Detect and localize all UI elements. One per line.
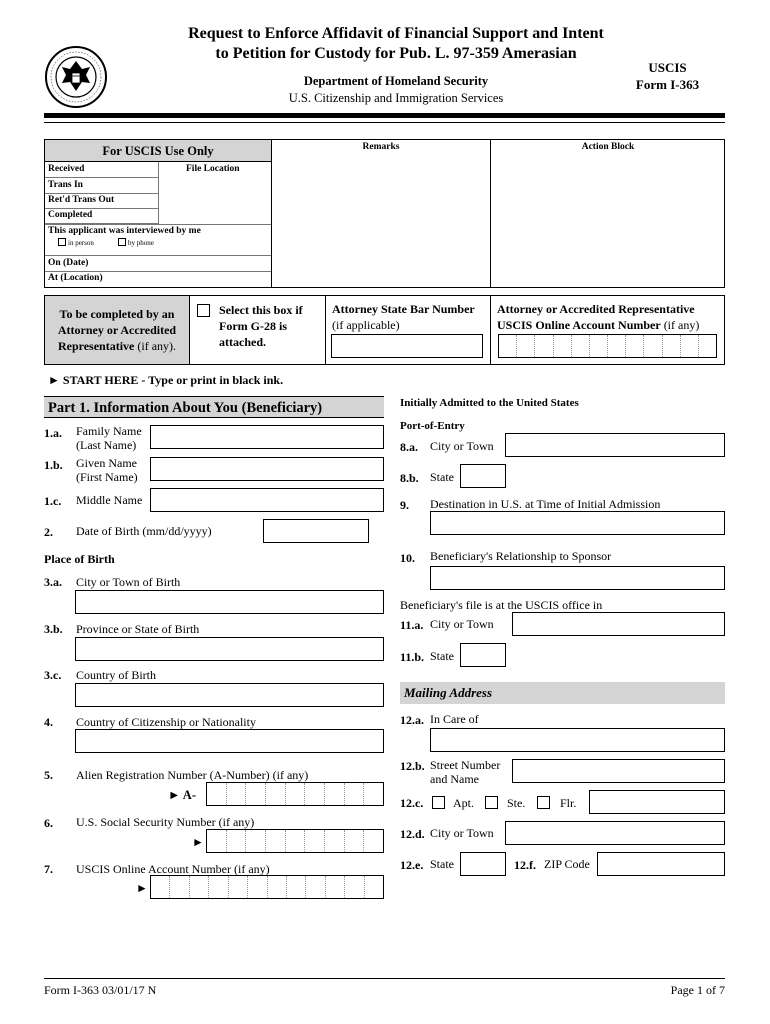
given-name-input[interactable]	[150, 457, 384, 481]
part1-heading: Part 1. Information About You (Beneficiary)	[44, 396, 384, 418]
q12b-number: 12.b.	[400, 759, 425, 773]
q8a-label: City or Town	[430, 439, 494, 453]
q11b-label: State	[430, 649, 454, 663]
q12f-label: ZIP Code	[544, 857, 590, 871]
online-account-input[interactable]	[150, 875, 384, 899]
q5-number: 5.	[44, 768, 53, 782]
bar-number-input[interactable]	[331, 334, 483, 358]
in-care-of-input[interactable]	[430, 728, 725, 752]
citizenship-input[interactable]	[75, 729, 384, 753]
header-rule-thin	[44, 122, 725, 123]
ste-label: Ste.	[507, 796, 526, 810]
q1c-label: Middle Name	[76, 493, 143, 507]
interviewed-label: This applicant was interviewed by me	[48, 226, 201, 236]
office-use-header: For USCIS Use Only	[45, 140, 271, 162]
port-state-input[interactable]	[460, 464, 506, 488]
office-divider-3	[158, 162, 159, 224]
port-city-input[interactable]	[505, 433, 725, 457]
attorney-div-1	[189, 295, 190, 365]
attorney-intro: To be completed by an Attorney or Accredited Representative (if any).	[45, 296, 189, 364]
q10-label: Beneficiary's Relationship to Sponsor	[430, 549, 612, 563]
city-of-birth-input[interactable]	[75, 590, 384, 614]
online-account-arrow-icon: ►	[136, 881, 148, 895]
q1a-label: Family Name (Last Name)	[76, 424, 142, 452]
office-row-received: Received	[45, 162, 158, 178]
file-location-label: File Location	[186, 164, 240, 174]
q6-number: 6.	[44, 816, 53, 830]
office-row-trans-in: Trans In	[45, 178, 158, 194]
q11b-number: 11.b.	[400, 650, 425, 664]
q12e-number: 12.e.	[400, 858, 424, 872]
relationship-input[interactable]	[430, 566, 725, 590]
ssn-input[interactable]	[206, 829, 384, 853]
mailing-city-input[interactable]	[505, 821, 725, 845]
attorney-div-3	[490, 295, 491, 365]
mailing-state-input[interactable]	[460, 852, 506, 876]
q1c-number: 1.c.	[44, 494, 62, 508]
remarks-label: Remarks	[362, 142, 400, 152]
q3b-label: Province or State of Birth	[76, 622, 200, 636]
q11a-label: City or Town	[430, 617, 494, 631]
attorney-account-input[interactable]	[498, 334, 717, 358]
q2-number: 2.	[44, 525, 53, 539]
place-of-birth-heading: Place of Birth	[44, 552, 115, 566]
q9-number: 9.	[400, 498, 409, 512]
office-state-input[interactable]	[460, 643, 506, 667]
on-date-label: On (Date)	[45, 256, 271, 272]
q4-number: 4.	[44, 715, 53, 729]
q10-number: 10.	[400, 551, 415, 565]
a-number-input[interactable]	[206, 782, 384, 806]
bar-number-label: Attorney State Bar Number (if applicable)	[332, 302, 475, 332]
q11a-number: 11.a.	[400, 618, 424, 632]
in-person-label: in person	[68, 239, 94, 247]
q12a-label: In Care of	[430, 712, 479, 726]
street-input[interactable]	[512, 759, 725, 783]
q7-label: USCIS Online Account Number (if any)	[76, 862, 270, 876]
office-divider-1	[271, 139, 272, 288]
ssn-arrow-icon: ►	[192, 835, 204, 849]
q12e-label: State	[430, 857, 454, 871]
header-rule	[44, 113, 725, 118]
destination-input[interactable]	[430, 511, 725, 535]
port-of-entry-heading: Port-of-Entry	[400, 420, 465, 432]
in-person-checkbox[interactable]	[58, 238, 66, 246]
q6-label: U.S. Social Security Number (if any)	[76, 815, 255, 829]
mailing-address-heading: Mailing Address	[400, 682, 725, 704]
initially-admitted-heading: Initially Admitted to the United States	[400, 397, 579, 409]
apt-checkbox[interactable]	[432, 796, 445, 809]
g28-label: Select this box if Form G-28 is attached.	[219, 303, 303, 349]
apt-label: Apt.	[453, 796, 474, 810]
q8b-label: State	[430, 470, 454, 484]
dhs-seal	[44, 45, 108, 109]
g28-checkbox[interactable]	[197, 304, 210, 317]
q2-label: Date of Birth (mm/dd/yyyy)	[76, 524, 212, 538]
q5-label: Alien Registration Number (A-Number) (if any)	[76, 768, 309, 782]
q12b-label: Street Number and Name	[430, 758, 501, 786]
q3b-number: 3.b.	[44, 622, 63, 636]
form-number: Form I-363	[635, 77, 700, 92]
q3a-label: City or Town of Birth	[76, 575, 181, 589]
flr-checkbox[interactable]	[537, 796, 550, 809]
q1b-number: 1.b.	[44, 458, 63, 472]
form-agency: USCIS	[648, 60, 687, 75]
by-phone-label: by phone	[128, 239, 154, 247]
q9-label: Destination in U.S. at Time of Initial Admission	[430, 497, 661, 511]
q12c-number: 12.c.	[400, 796, 424, 810]
middle-name-input[interactable]	[150, 488, 384, 512]
q3c-label: Country of Birth	[76, 668, 156, 682]
date-of-birth-input[interactable]	[263, 519, 369, 543]
q1b-label: Given Name (First Name)	[76, 456, 138, 484]
q12f-number: 12.f.	[514, 858, 536, 872]
a-number-prefix: ► A-	[168, 788, 196, 802]
q3a-number: 3.a.	[44, 575, 62, 589]
family-name-input[interactable]	[150, 425, 384, 449]
office-divider-2	[490, 139, 491, 288]
attorney-account-label: Attorney or Accredited Representative USCIS Online Account Number (if any)	[497, 302, 700, 332]
start-here: ► START HERE - Type or print in black ink.	[48, 373, 284, 387]
flr-label: Flr.	[560, 796, 577, 810]
file-at-label: Beneficiary's file is at the USCIS office in	[400, 598, 603, 612]
form-title: Request to Enforce Affidavit of Financial Support and Intent to Petition for Custody for Pub. L. 97-359 Amerasian	[188, 25, 604, 62]
page-number: Page 1 of 7	[670, 983, 725, 997]
attorney-div-2	[325, 295, 326, 365]
agency-name: U.S. Citizenship and Immigration Services	[288, 91, 504, 105]
at-location-label: At (Location)	[48, 273, 103, 283]
ste-checkbox[interactable]	[485, 796, 498, 809]
form-edition: Form I-363 03/01/17 N	[44, 983, 157, 997]
footer-rule	[44, 978, 725, 979]
q12d-label: City or Town	[430, 826, 494, 840]
office-row-retd-trans-out: Ret'd Trans Out	[45, 193, 158, 209]
q12a-number: 12.a.	[400, 713, 424, 727]
q8b-number: 8.b.	[400, 471, 419, 485]
file-location-rule	[45, 224, 271, 225]
office-city-input[interactable]	[512, 612, 725, 636]
department-name: Department of Homeland Security	[303, 74, 489, 88]
zip-code-input[interactable]	[597, 852, 725, 876]
q12d-number: 12.d.	[400, 827, 425, 841]
q7-number: 7.	[44, 862, 53, 876]
office-row-completed: Completed	[45, 208, 158, 224]
country-of-birth-input[interactable]	[75, 683, 384, 707]
by-phone-checkbox[interactable]	[118, 238, 126, 246]
q8a-number: 8.a.	[400, 440, 418, 454]
province-of-birth-input[interactable]	[75, 637, 384, 661]
q4-label: Country of Citizenship or Nationality	[76, 715, 256, 729]
q3c-number: 3.c.	[44, 668, 62, 682]
q1a-number: 1.a.	[44, 426, 62, 440]
action-block-label: Action Block	[581, 142, 635, 152]
unit-number-input[interactable]	[589, 790, 725, 814]
